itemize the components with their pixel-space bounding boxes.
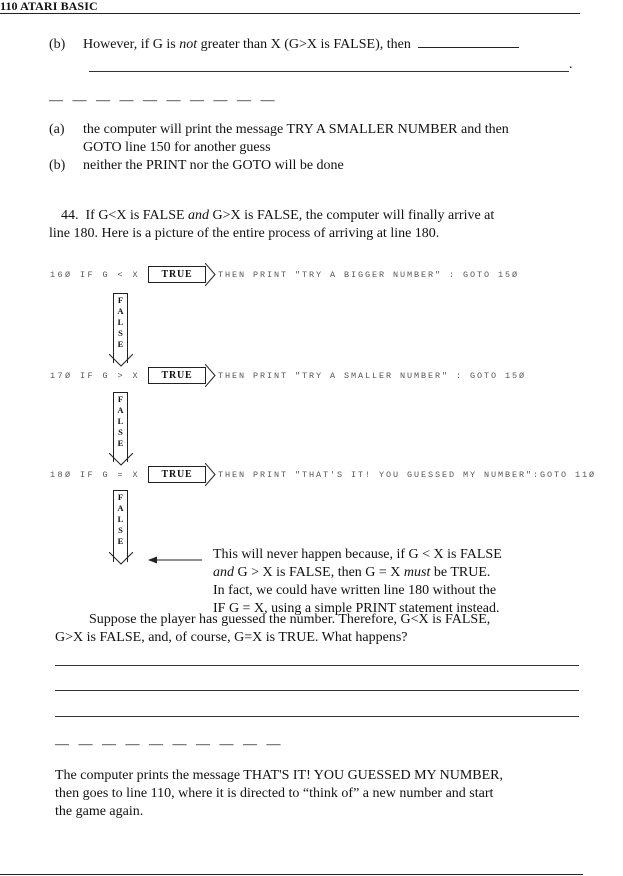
answer-blank-line[interactable]: [55, 665, 579, 666]
answer-a-line-2: GOTO line 150 for another guess: [83, 140, 271, 155]
right-arrow-icon: [205, 463, 217, 486]
flow-false-box-1: [113, 293, 128, 363]
answer-b: [49, 157, 344, 175]
false-letter: F: [117, 394, 124, 404]
answer-blank-inline[interactable]: [418, 36, 519, 48]
note-italic-must: must: [403, 565, 431, 580]
part-b-text-after: greater than X (G>X is FALSE), then: [197, 37, 411, 52]
part-b-label: (b): [49, 37, 66, 52]
right-arrow-icon: [205, 364, 217, 387]
note-end: be TRUE.: [430, 565, 491, 580]
answer-b-label: (b): [49, 158, 66, 173]
answer-a: [49, 121, 509, 139]
false-letter: E: [117, 339, 124, 349]
flow-true-box-160: TRUE: [148, 266, 206, 283]
flow-line-170-code: 17Ø IF G > X: [50, 371, 141, 381]
flow-false-box-2: [113, 392, 128, 462]
false-letter: E: [117, 536, 124, 546]
q44-number: 44.: [61, 208, 79, 223]
answer-a-line-1: the computer will print the message TRY A SMALLER NUMBER and then: [83, 122, 509, 137]
answer-blank-line[interactable]: [55, 690, 579, 691]
answer-a-label: (a): [49, 122, 65, 137]
answer-blank-line[interactable]: [89, 71, 569, 72]
flow-then-180-code: THEN PRINT "THAT'S IT! YOU GUESSED MY NUMBER":GOTO 11Ø: [218, 470, 597, 480]
down-arrow-icon: [109, 453, 133, 467]
note-line-4: IF G = X, using a simple PRINT statement instead.: [213, 601, 500, 616]
false-letter: A: [117, 405, 124, 415]
flow-true-box-180: TRUE: [148, 466, 206, 483]
final-answer-line-3: the game again.: [55, 804, 144, 819]
right-arrow-icon: [205, 263, 217, 286]
q44-line-1: [61, 207, 494, 225]
false-letter: S: [118, 525, 123, 535]
flow-line-180-code: 18Ø IF G = X: [50, 470, 141, 480]
false-letter: S: [118, 427, 123, 437]
q44-italic: and: [188, 208, 210, 223]
false-letter: L: [117, 317, 124, 327]
false-letter: E: [117, 438, 124, 448]
note-italic-and: and: [213, 565, 234, 580]
false-letter: L: [117, 514, 124, 524]
down-arrow-icon: [109, 354, 133, 368]
header-rule: [0, 13, 580, 14]
q44-text-before: If G<X is FALSE: [85, 208, 189, 223]
false-letter: A: [117, 503, 124, 513]
note-line-1: This will never happen because, if G < X is FALSE: [213, 547, 502, 562]
question-line-2: G>X is FALSE, and, of course, G=X is TRUE. What happens?: [55, 630, 408, 645]
final-answer-line-2: then goes to line 110, where it is directed to “think of” a new number and start: [55, 786, 494, 801]
footer-rule: [0, 874, 583, 875]
note-line-3: In fact, we could have written line 180 without the: [213, 583, 497, 598]
flow-line-160-code: 16Ø IF G < X: [50, 270, 141, 280]
left-arrow-icon: [148, 555, 202, 565]
page-header: 110 ATARI BASIC: [0, 0, 98, 13]
part-b-question: [49, 36, 519, 54]
question-line-1: Suppose the player has guessed the number. Therefore, G<X is FALSE,: [89, 612, 491, 627]
dash-separator: — — — — — — — — — —: [55, 737, 284, 752]
answer-blank-period: .: [569, 57, 573, 72]
final-answer-line-1: The computer prints the message THAT'S IT! YOU GUESSED MY NUMBER,: [55, 768, 504, 783]
q44-text-after: G>X is FALSE, the computer will finally arrive at: [209, 208, 495, 223]
flow-then-170-code: THEN PRINT "TRY A SMALLER NUMBER" : GOTO 15Ø: [218, 371, 527, 381]
answer-blank-line[interactable]: [55, 716, 579, 717]
note-line-2: [213, 564, 490, 582]
false-letter: S: [118, 328, 123, 338]
dash-separator: — — — — — — — — — —: [49, 93, 278, 108]
answer-b-line-1: neither the PRINT nor the GOTO will be done: [83, 158, 344, 173]
false-letter: F: [117, 492, 124, 502]
down-arrow-icon: [109, 552, 133, 566]
flow-true-box-170: TRUE: [148, 367, 206, 384]
false-letter: A: [117, 306, 124, 316]
q44-line-2: line 180. Here is a picture of the entire process of arriving at line 180.: [49, 226, 440, 241]
false-letter: F: [117, 295, 124, 305]
false-letter: L: [117, 416, 124, 426]
note-mid: G > X is FALSE, then G = X: [234, 565, 404, 580]
part-b-italic: not: [179, 37, 198, 52]
flow-then-160-code: THEN PRINT "TRY A BIGGER NUMBER" : GOTO 15Ø: [218, 270, 520, 280]
part-b-text-before: However, if G is: [83, 37, 180, 52]
